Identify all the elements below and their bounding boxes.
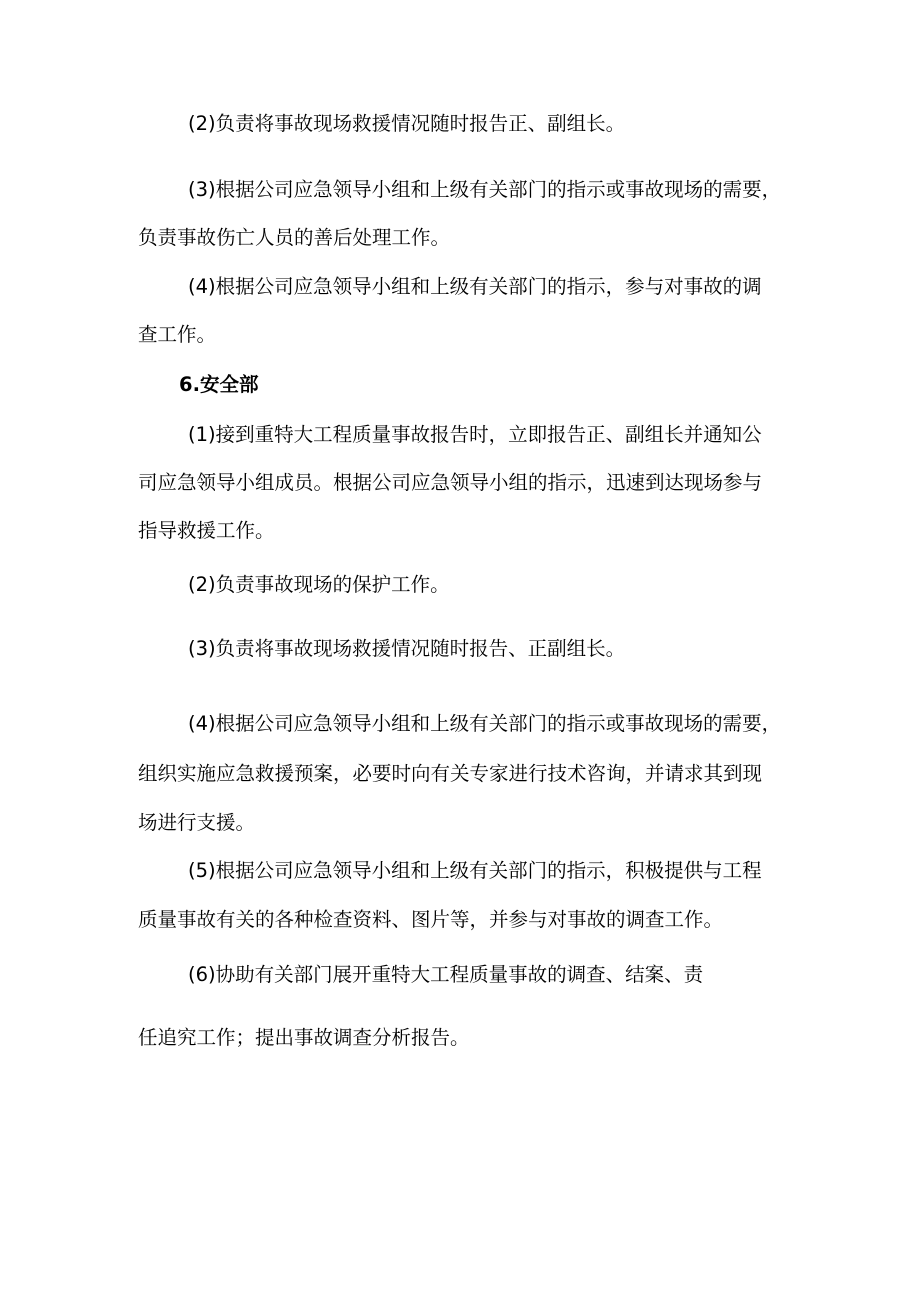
paragraph-line: 任追究工作；提出事故调查分析报告。 [138,1026,470,1049]
paragraph-line: 组织实施应急救援预案，必要时向有关专家进行技术咨询，并请求其到现 [138,762,763,785]
paragraph-line: (2)负责将事故现场救援情况随时报告正、副组长。 [188,112,626,135]
paragraph-line: (3)负责将事故现场救援情况随时报告、正副组长。 [188,637,626,660]
paragraph-line: 场进行支援。 [138,811,256,834]
paragraph-line: (4)根据公司应急领导小组和上级有关部门的指示或事故现场的需要， [188,712,782,735]
paragraph-line: (5)根据公司应急领导小组和上级有关部门的指示，积极提供与工程 [188,859,762,882]
paragraph-line: 负责事故伤亡人员的善后处理工作。 [138,226,451,249]
paragraph-line: (3)根据公司应急领导小组和上级有关部门的指示或事故现场的需要， [188,178,782,201]
paragraph-line: (4)根据公司应急领导小组和上级有关部门的指示，参与对事故的调 [188,275,762,298]
paragraph-line: (2)负责事故现场的保护工作。 [188,573,450,596]
paragraph-line: (6)协助有关部门展开重特大工程质量事故的调查、结案、责 [188,963,704,986]
paragraph-line: 查工作。 [138,323,217,346]
paragraph-line: 质量事故有关的各种检查资料、图片等，并参与对事故的调查工作。 [138,908,724,931]
paragraph-line: 指导救援工作。 [138,519,275,542]
section-heading: 6.安全部 [179,373,259,396]
paragraph-line: (1)接到重特大工程质量事故报告时，立即报告正、副组长并通知公 [188,423,762,446]
paragraph-line: 司应急领导小组成员。根据公司应急领导小组的指示，迅速到达现场参与 [138,471,763,494]
